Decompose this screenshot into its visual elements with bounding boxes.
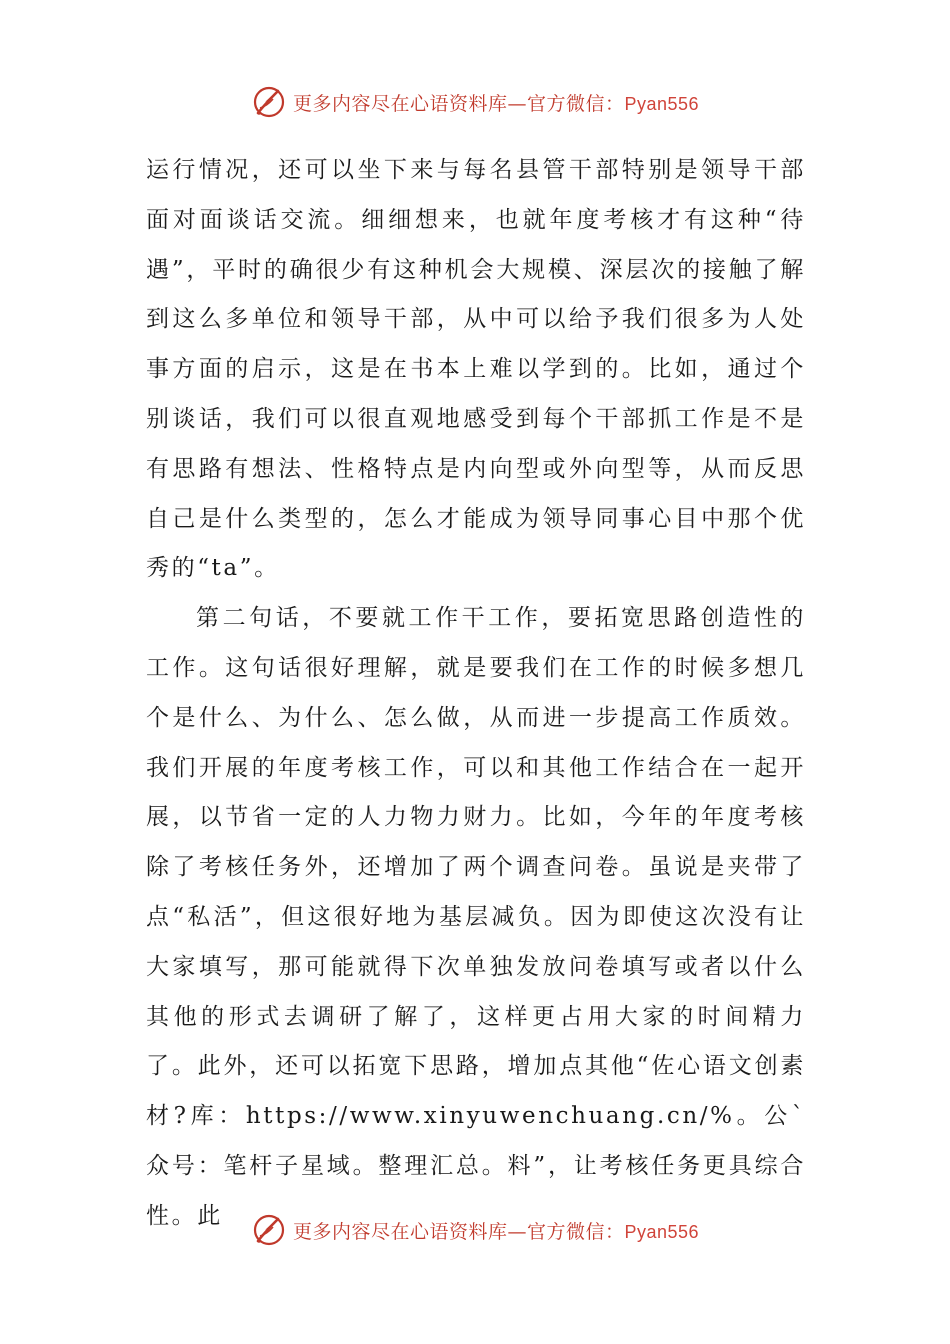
quill-pen-logo-icon [251,1212,287,1248]
quill-pen-logo-icon [251,84,287,120]
body-paragraph-1: 运行情况，还可以坐下来与每名县管干部特别是领导干部面对面谈话交流。细细想来，也就年度考核才有这种“待遇”，平时的确很少有这种机会大规模、深层次的接触了解到这么多单位和领导干部，从中可以给予我们很多为人处事方面的启示，这是在书本上难以学到的。比如，通过个别谈话，我们可以很直观地感受到每个干部抓工作是不是有思路有想法、性格特点是内向型或外向型等，从而反思自己是什么类型的，怎么才能成为领导同事心目中那个优秀的“ta”。 [146,157,806,582]
footer-wechat-id: Pyan556 [624,1221,700,1242]
footer-banner-text [293,1217,699,1244]
footer-banner [0,1210,950,1250]
footer-banner-inner [251,1212,699,1248]
body-paragraph-2: 第二句话，不要就工作干工作，要拓宽思路创造性的工作。这句话很好理解，就是要我们在工作的时候多想几个是什么、为什么、怎么做，从而进一步提高工作质效。我们开展的年度考核工作，可以和其他工作结合在一起开展，以节省一定的人力物力财力。比如，今年的年度考核除了考核任务外，还增加了两个调查问卷。虽说是夹带了点“私活”，但这很好地为基层减负。因为即使这次没有让大家填写，那可能就得下次单独发放问卷填写或者以什么其他的形式去调研了解了，这样更占用大家的时间精力了。此外，还可以拓宽下思路，增加点其他“佐心语文创素材?库：https://www.xinyuwenchuang.cn/%。公`众号：笔杆子星域。整理汇总。料”，让考核任务更具综合性。此 [146,605,806,1229]
header-banner-text [293,89,699,116]
footer-banner-main-text: 更多内容尽在心语资料库—官方微信： [292,1220,625,1243]
header-banner-inner [251,84,699,120]
quill-pen-logo-graphic [251,1212,287,1248]
header-banner-main-text: 更多内容尽在心语资料库—官方微信： [292,92,625,115]
document-body [146,146,806,1242]
header-wechat-id: Pyan556 [624,93,700,114]
quill-pen-logo-graphic [251,84,287,120]
header-banner [0,82,950,122]
